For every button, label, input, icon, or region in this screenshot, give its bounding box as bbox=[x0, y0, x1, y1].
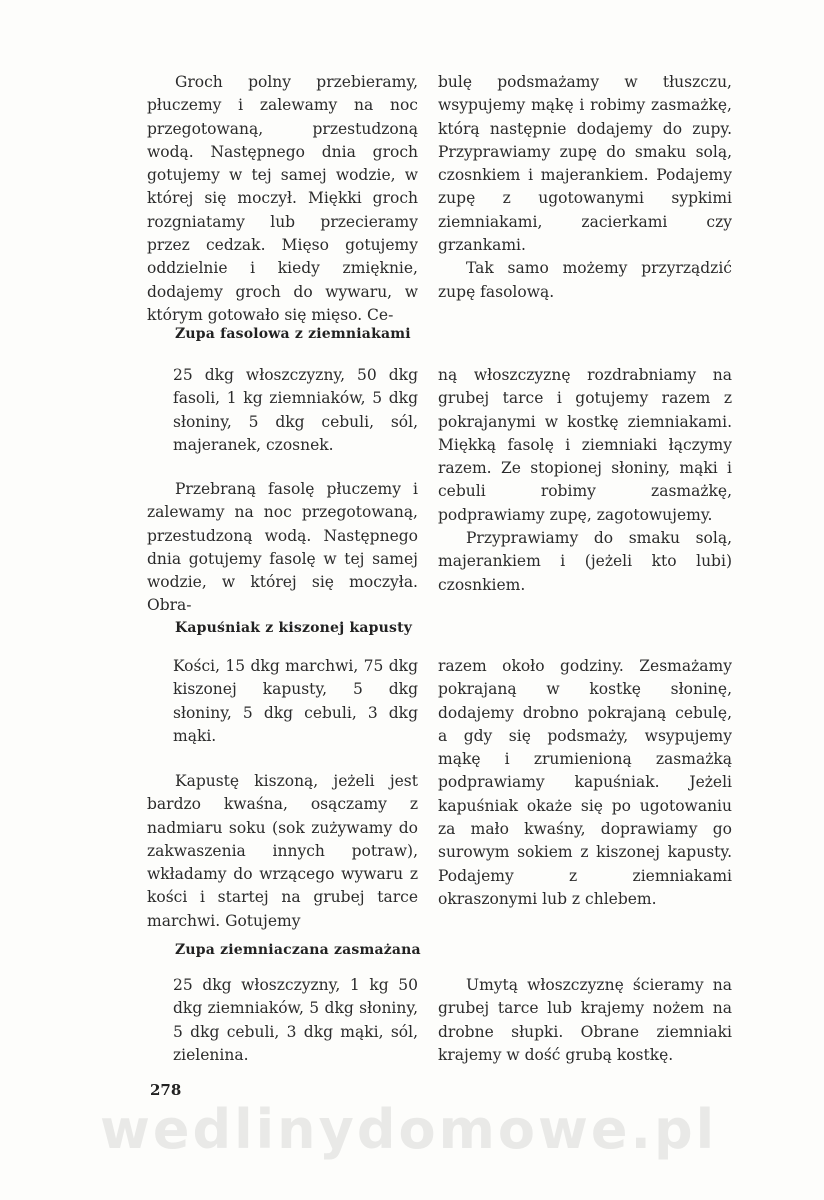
recipe2-method: Kapustę kiszoną, jeżeli jest bardzo kwaśna, osączamy z nadmiaru soku (sok zużywamy do zakwaszenia innych potraw), wkładamy do wrzącego wywaru z kości i startej na grubej tarce marchwi. Gotujemy bbox=[147, 772, 418, 930]
section1-right-paragraph-2: Tak samo możemy przyrządzić zupę fasolową. bbox=[438, 259, 732, 301]
recipe1-right-paragraph-2: Przyprawiamy do smaku solą, majerankiem i (jeżeli kto lubi) czosnkiem. bbox=[438, 529, 732, 594]
recipe3-title: Zupa ziemniaczana zasmażana bbox=[175, 942, 421, 958]
recipe1-left-column bbox=[147, 478, 418, 618]
recipe3-ingredients-column bbox=[173, 974, 418, 1067]
recipe1-title: Zupa fasolowa z ziemniakami bbox=[175, 326, 411, 342]
section1-left-column bbox=[147, 71, 418, 327]
recipe1-method: Przebraną fasolę płuczemy i zalewamy na noc przegotowaną, przestudzoną wodą. Następnego dnia gotujemy fasolę w tej samej wodzie, w której się moczyła. Obra- bbox=[147, 480, 418, 615]
recipe1-ingredients: 25 dkg włoszczyzny, 50 dkg fasoli, 1 kg ziemniaków, 5 dkg słoniny, 5 dkg cebuli, sól, majeranek, czosnek. bbox=[173, 366, 418, 454]
section1-left-paragraph: Groch polny przebieramy, płuczemy i zalewamy na noc przegotowaną, przestudzoną wodą. Następnego dnia groch gotujemy w tej samej wodzie, w której się moczył. Miękki groch rozgniatamy lub przecieramy przez cedzak. Mięso gotujemy oddzielnie i kiedy zmięknie, dodajemy groch do wywaru, w którym gotowało się mięso. Ce- bbox=[147, 73, 418, 324]
recipe3-right-paragraph: Umytą włoszczyznę ścieramy na grubej tarce lub krajemy nożem na drobne słupki. Obrane ziemniaki krajemy w dość grubą kostkę. bbox=[438, 976, 732, 1064]
recipe1-ingredients-column bbox=[173, 364, 418, 457]
recipe2-right-paragraph: razem około godziny. Zesmażamy pokrajaną w kostkę słoninę, dodajemy drobno pokrajaną cebulę, a gdy się podsmaży, wsypujemy mąkę i zrumienioną zasmażką podprawiamy kapuśniak. Jeżeli kapuśniak okaże się po ugotowaniu za mało kwaśny, doprawiamy go surowym sokiem z kiszonej kapusty. Podajemy z ziemniakami okraszonymi lub z chlebem. bbox=[438, 657, 732, 908]
recipe1-right-column bbox=[438, 364, 732, 597]
recipe2-ingredients: Kości, 15 dkg marchwi, 75 dkg kiszonej kapusty, 5 dkg słoniny, 5 dkg cebuli, 3 dkg mąki. bbox=[173, 657, 418, 745]
recipe2-ingredients-column bbox=[173, 655, 418, 748]
section1-right-column bbox=[438, 71, 732, 304]
section1-right-paragraph-1: bulę podsmażamy w tłuszczu, wsypujemy mąkę i robimy zasmażkę, którą następnie dodajemy do zupy. Przyprawiamy zupę do smaku solą, czosnkiem i majerankiem. Podajemy zupę z ugotowanymi sypkimi ziemniakami, zacierkami czy grzankami. bbox=[438, 73, 732, 255]
recipe3-ingredients: 25 dkg włoszczyzny, 1 kg 50 dkg ziemniaków, 5 dkg słoniny, 5 dkg cebuli, 3 dkg mąki, sól, zielenina. bbox=[173, 976, 418, 1064]
recipe2-left-column bbox=[147, 770, 418, 933]
recipe2-right-column bbox=[438, 655, 732, 911]
page-number: 278 bbox=[150, 1081, 182, 1099]
watermark: wedlinydomowe.pl bbox=[100, 1098, 718, 1161]
recipe3-right-column bbox=[438, 974, 732, 1067]
recipe1-right-paragraph-1: ną włoszczyznę rozdrabniamy na grubej tarce i gotujemy razem z pokrajanymi w kostkę ziemniakami. Miękką fasolę i ziemniaki łączymy razem. Ze stopionej słoniny, mąki i cebuli robimy zasmażkę, podprawiamy zupę, zagotowujemy. bbox=[438, 366, 732, 524]
recipe2-title: Kapuśniak z kiszonej kapusty bbox=[175, 620, 413, 636]
